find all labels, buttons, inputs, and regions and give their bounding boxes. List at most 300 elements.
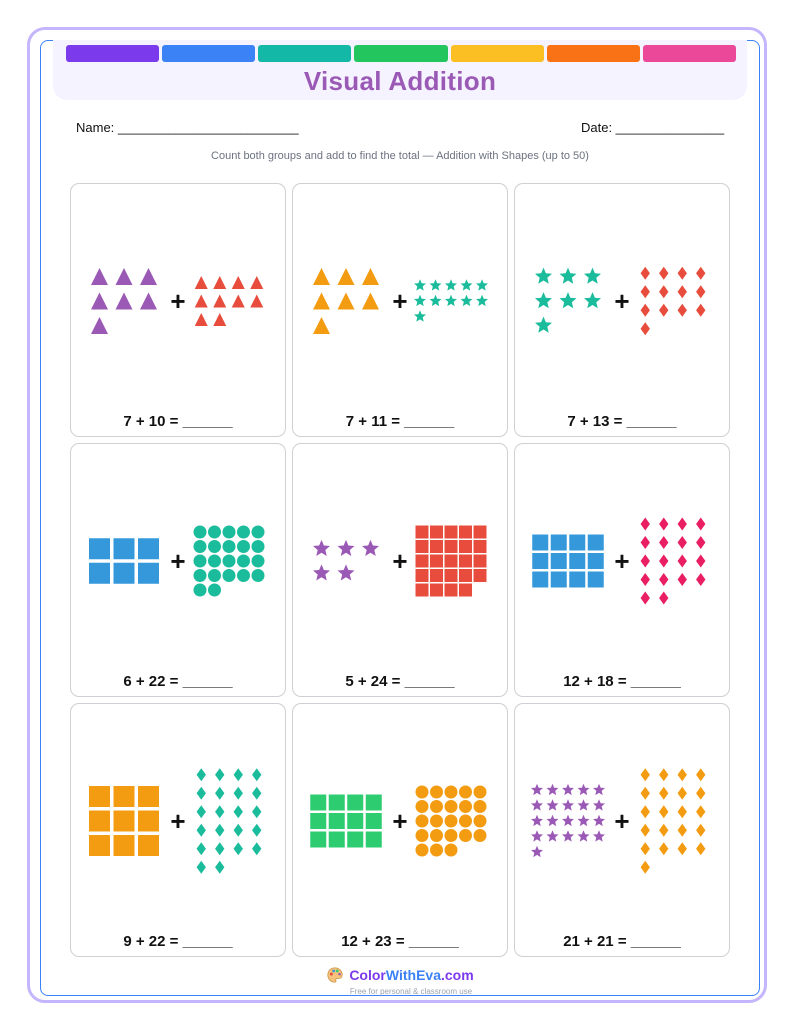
star-mark bbox=[535, 268, 552, 284]
triangle-mark bbox=[213, 295, 226, 308]
left-group bbox=[531, 784, 605, 857]
circle-mark bbox=[416, 786, 429, 799]
star-mark bbox=[414, 295, 426, 306]
square-mark bbox=[588, 535, 604, 551]
left-group bbox=[89, 786, 159, 856]
diamond-mark bbox=[215, 787, 224, 800]
circle-mark bbox=[237, 569, 250, 582]
star-mark bbox=[584, 268, 601, 284]
diamond-mark bbox=[678, 285, 687, 298]
square-mark bbox=[569, 535, 585, 551]
rainbow-stripe bbox=[66, 45, 736, 62]
stripe-segment-6 bbox=[547, 45, 640, 62]
diamond-mark bbox=[197, 842, 206, 855]
square-mark bbox=[347, 795, 363, 811]
star-mark bbox=[531, 799, 543, 810]
star-mark bbox=[414, 279, 426, 290]
circle-mark bbox=[208, 526, 221, 539]
footer bbox=[0, 966, 800, 996]
plus-sign: + bbox=[170, 806, 186, 836]
shape-illustration bbox=[293, 184, 509, 438]
triangle-mark bbox=[116, 268, 133, 285]
circle-mark bbox=[430, 844, 443, 857]
square-mark bbox=[114, 811, 135, 832]
star-mark bbox=[593, 815, 605, 826]
right-group bbox=[641, 768, 706, 874]
square-mark bbox=[588, 572, 604, 588]
circle-mark bbox=[208, 540, 221, 553]
diamond-mark bbox=[659, 267, 668, 280]
plus-sign: + bbox=[614, 806, 630, 836]
circle-mark bbox=[223, 526, 236, 539]
square-mark bbox=[474, 569, 487, 582]
diamond-mark bbox=[696, 842, 705, 855]
plus-sign: + bbox=[170, 546, 186, 576]
square-mark bbox=[474, 526, 487, 539]
equation: 12 + 23 = ______ bbox=[341, 933, 459, 950]
diamond-mark bbox=[659, 787, 668, 800]
diamond-mark bbox=[252, 787, 261, 800]
circle-mark bbox=[445, 829, 458, 842]
diamond-mark bbox=[641, 536, 650, 549]
star-mark bbox=[547, 815, 559, 826]
circle-mark bbox=[416, 800, 429, 813]
square-mark bbox=[347, 813, 363, 829]
diamond-mark bbox=[641, 842, 650, 855]
star-mark bbox=[584, 292, 601, 308]
triangle-mark bbox=[91, 293, 108, 310]
diamond-mark bbox=[252, 824, 261, 837]
diamond-mark bbox=[678, 805, 687, 818]
triangle-mark bbox=[116, 293, 133, 310]
brand-name: ColorWithEva.com bbox=[349, 967, 474, 983]
star-mark bbox=[560, 268, 577, 284]
circle-mark bbox=[237, 526, 250, 539]
square-mark bbox=[114, 538, 135, 559]
square-mark bbox=[89, 538, 110, 559]
star-mark bbox=[560, 292, 577, 308]
star-mark bbox=[547, 830, 559, 841]
square-mark bbox=[89, 811, 110, 832]
square-mark bbox=[138, 811, 159, 832]
problem-card bbox=[514, 183, 730, 437]
circle-mark bbox=[194, 584, 207, 597]
star-mark bbox=[476, 295, 488, 306]
star-mark bbox=[531, 815, 543, 826]
date-field: Date: _______________ bbox=[581, 120, 725, 135]
triangle-mark bbox=[195, 295, 208, 308]
square-mark bbox=[329, 795, 345, 811]
stripe-segment-5 bbox=[451, 45, 544, 62]
diamond-mark bbox=[215, 861, 224, 874]
circle-mark bbox=[194, 569, 207, 582]
diamond-mark bbox=[696, 536, 705, 549]
shape-illustration bbox=[71, 444, 287, 698]
square-mark bbox=[310, 813, 326, 829]
problem-card bbox=[292, 443, 508, 697]
circle-mark bbox=[416, 844, 429, 857]
square-mark bbox=[366, 832, 382, 848]
star-mark bbox=[578, 799, 590, 810]
stripe-segment-4 bbox=[354, 45, 447, 62]
circle-mark bbox=[459, 800, 472, 813]
star-mark bbox=[547, 784, 559, 795]
name-field: Name: _________________________ bbox=[76, 120, 299, 135]
triangle-mark bbox=[195, 313, 208, 326]
star-mark bbox=[338, 540, 355, 556]
left-group bbox=[310, 795, 382, 848]
page-title: Visual Addition bbox=[303, 66, 497, 96]
plus-sign: + bbox=[392, 546, 408, 576]
diamond-mark bbox=[641, 555, 650, 568]
problem-card bbox=[514, 443, 730, 697]
problem-card bbox=[70, 443, 286, 697]
circle-mark bbox=[474, 800, 487, 813]
diamond-mark bbox=[696, 285, 705, 298]
square-mark bbox=[430, 555, 443, 568]
diamond-mark bbox=[641, 861, 650, 874]
left-group bbox=[313, 268, 379, 334]
equation: 7 + 10 = ______ bbox=[123, 413, 233, 430]
star-mark bbox=[562, 784, 574, 795]
star-mark bbox=[338, 564, 355, 580]
left-group bbox=[89, 538, 159, 584]
diamond-mark bbox=[678, 536, 687, 549]
shape-illustration bbox=[71, 184, 287, 438]
plus-sign: + bbox=[614, 546, 630, 576]
diamond-mark bbox=[641, 592, 650, 605]
diamond-mark bbox=[215, 805, 224, 818]
equation: 7 + 13 = ______ bbox=[567, 413, 677, 430]
diamond-mark bbox=[659, 805, 668, 818]
brand-logo bbox=[326, 966, 473, 984]
star-mark bbox=[430, 295, 442, 306]
diamond-mark bbox=[696, 518, 705, 531]
left-group bbox=[532, 535, 604, 588]
square-mark bbox=[551, 535, 567, 551]
diamond-mark bbox=[696, 768, 705, 781]
shape-illustration bbox=[515, 444, 731, 698]
triangle-mark bbox=[213, 276, 226, 289]
triangle-mark bbox=[313, 293, 330, 310]
shape-illustration bbox=[515, 184, 731, 438]
star-mark bbox=[535, 317, 552, 333]
triangle-mark bbox=[140, 293, 157, 310]
star-mark bbox=[578, 830, 590, 841]
star-mark bbox=[461, 295, 473, 306]
diamond-mark bbox=[659, 824, 668, 837]
square-mark bbox=[89, 786, 110, 807]
circle-mark bbox=[194, 555, 207, 568]
triangle-mark bbox=[195, 276, 208, 289]
square-mark bbox=[551, 553, 567, 569]
star-mark bbox=[578, 815, 590, 826]
triangle-mark bbox=[313, 268, 330, 285]
stripe-segment-7 bbox=[643, 45, 736, 62]
plus-sign: + bbox=[392, 806, 408, 836]
diamond-mark bbox=[215, 842, 224, 855]
diamond-mark bbox=[659, 536, 668, 549]
square-mark bbox=[329, 832, 345, 848]
diamond-mark bbox=[659, 842, 668, 855]
problem-card bbox=[70, 183, 286, 437]
diamond-mark bbox=[215, 768, 224, 781]
right-group bbox=[195, 276, 264, 326]
diamond-mark bbox=[641, 824, 650, 837]
right-group bbox=[641, 267, 706, 336]
star-mark bbox=[313, 540, 330, 556]
diamond-mark bbox=[197, 787, 206, 800]
circle-mark bbox=[445, 815, 458, 828]
diamond-mark bbox=[641, 787, 650, 800]
circle-mark bbox=[474, 815, 487, 828]
diamond-mark bbox=[696, 555, 705, 568]
star-mark bbox=[362, 540, 379, 556]
square-mark bbox=[430, 569, 443, 582]
triangle-mark bbox=[250, 295, 263, 308]
diamond-mark bbox=[659, 768, 668, 781]
diamond-mark bbox=[641, 304, 650, 317]
circle-mark bbox=[459, 829, 472, 842]
square-mark bbox=[588, 553, 604, 569]
triangle-mark bbox=[338, 268, 355, 285]
problem-card bbox=[514, 703, 730, 957]
star-mark bbox=[578, 784, 590, 795]
diamond-mark bbox=[659, 304, 668, 317]
circle-mark bbox=[208, 569, 221, 582]
square-mark bbox=[138, 538, 159, 559]
right-group bbox=[416, 526, 487, 597]
square-mark bbox=[445, 555, 458, 568]
problem-card bbox=[292, 183, 508, 437]
triangle-mark bbox=[91, 317, 108, 334]
square-mark bbox=[569, 553, 585, 569]
diamond-mark bbox=[252, 842, 261, 855]
diamond-mark bbox=[197, 824, 206, 837]
diamond-mark bbox=[234, 842, 243, 855]
equation: 7 + 11 = ______ bbox=[345, 413, 455, 430]
circle-mark bbox=[416, 815, 429, 828]
diamond-mark bbox=[678, 787, 687, 800]
square-mark bbox=[310, 795, 326, 811]
square-mark bbox=[532, 553, 548, 569]
circle-mark bbox=[430, 800, 443, 813]
triangle-mark bbox=[362, 268, 379, 285]
plus-sign: + bbox=[614, 286, 630, 316]
star-mark bbox=[593, 784, 605, 795]
square-mark bbox=[532, 535, 548, 551]
square-mark bbox=[445, 540, 458, 553]
circle-mark bbox=[252, 540, 265, 553]
star-mark bbox=[445, 279, 457, 290]
square-mark bbox=[430, 584, 443, 597]
star-mark bbox=[593, 799, 605, 810]
square-mark bbox=[459, 584, 472, 597]
diamond-mark bbox=[234, 805, 243, 818]
diamond-mark bbox=[641, 805, 650, 818]
square-mark bbox=[138, 563, 159, 584]
shape-illustration bbox=[293, 444, 509, 698]
star-mark bbox=[430, 279, 442, 290]
circle-mark bbox=[223, 555, 236, 568]
plus-sign: + bbox=[392, 286, 408, 316]
plus-sign: + bbox=[170, 286, 186, 316]
square-mark bbox=[445, 526, 458, 539]
diamond-mark bbox=[696, 267, 705, 280]
diamond-mark bbox=[197, 805, 206, 818]
star-mark bbox=[414, 310, 426, 321]
equation: 6 + 22 = ______ bbox=[123, 673, 233, 690]
square-mark bbox=[347, 832, 363, 848]
diamond-mark bbox=[234, 787, 243, 800]
circle-mark bbox=[445, 786, 458, 799]
square-mark bbox=[459, 526, 472, 539]
square-mark bbox=[416, 584, 429, 597]
triangle-mark bbox=[232, 295, 245, 308]
square-mark bbox=[366, 813, 382, 829]
triangle-mark bbox=[338, 293, 355, 310]
circle-mark bbox=[474, 786, 487, 799]
square-mark bbox=[474, 540, 487, 553]
circle-mark bbox=[237, 540, 250, 553]
star-mark bbox=[461, 279, 473, 290]
star-mark bbox=[476, 279, 488, 290]
stripe-segment-1 bbox=[66, 45, 159, 62]
triangle-mark bbox=[213, 313, 226, 326]
stripe-segment-2 bbox=[162, 45, 255, 62]
diamond-mark bbox=[696, 824, 705, 837]
problem-card bbox=[70, 703, 286, 957]
square-mark bbox=[459, 540, 472, 553]
circle-mark bbox=[194, 540, 207, 553]
star-mark bbox=[313, 564, 330, 580]
circle-mark bbox=[208, 555, 221, 568]
square-mark bbox=[416, 526, 429, 539]
star-mark bbox=[531, 784, 543, 795]
right-group bbox=[194, 526, 265, 597]
diamond-mark bbox=[678, 304, 687, 317]
square-mark bbox=[138, 786, 159, 807]
diamond-mark bbox=[252, 768, 261, 781]
square-mark bbox=[416, 569, 429, 582]
square-mark bbox=[551, 572, 567, 588]
diamond-mark bbox=[197, 768, 206, 781]
triangle-mark bbox=[232, 276, 245, 289]
triangle-mark bbox=[140, 268, 157, 285]
diamond-mark bbox=[252, 805, 261, 818]
circle-mark bbox=[474, 829, 487, 842]
diamond-mark bbox=[659, 573, 668, 586]
shape-illustration bbox=[71, 704, 287, 958]
diamond-mark bbox=[659, 285, 668, 298]
diamond-mark bbox=[234, 824, 243, 837]
star-mark bbox=[562, 830, 574, 841]
diamond-mark bbox=[641, 267, 650, 280]
shape-illustration bbox=[515, 704, 731, 958]
square-mark bbox=[366, 795, 382, 811]
circle-mark bbox=[252, 569, 265, 582]
circle-mark bbox=[445, 800, 458, 813]
square-mark bbox=[416, 540, 429, 553]
stripe-segment-3 bbox=[258, 45, 351, 62]
palette-icon bbox=[326, 966, 344, 984]
diamond-mark bbox=[678, 842, 687, 855]
equation: 21 + 21 = ______ bbox=[563, 933, 681, 950]
circle-mark bbox=[237, 555, 250, 568]
diamond-mark bbox=[641, 573, 650, 586]
triangle-mark bbox=[91, 268, 108, 285]
square-mark bbox=[445, 569, 458, 582]
square-mark bbox=[89, 563, 110, 584]
diamond-mark bbox=[197, 861, 206, 874]
star-mark bbox=[531, 830, 543, 841]
circle-mark bbox=[223, 569, 236, 582]
circle-mark bbox=[430, 786, 443, 799]
right-group bbox=[641, 518, 706, 605]
equation: 12 + 18 = ______ bbox=[563, 673, 681, 690]
square-mark bbox=[430, 526, 443, 539]
star-mark bbox=[531, 846, 543, 857]
square-mark bbox=[459, 569, 472, 582]
right-group bbox=[197, 768, 262, 874]
circle-mark bbox=[459, 786, 472, 799]
circle-mark bbox=[416, 829, 429, 842]
left-group bbox=[535, 268, 601, 333]
instructions: Count both groups and add to find the total — Addition with Shapes (up to 50) bbox=[211, 150, 589, 162]
star-mark bbox=[562, 815, 574, 826]
circle-mark bbox=[208, 584, 221, 597]
problem-card bbox=[292, 703, 508, 957]
right-group bbox=[416, 786, 487, 857]
square-mark bbox=[89, 835, 110, 856]
square-mark bbox=[310, 832, 326, 848]
square-mark bbox=[474, 555, 487, 568]
star-mark bbox=[445, 295, 457, 306]
diamond-mark bbox=[641, 285, 650, 298]
square-mark bbox=[416, 555, 429, 568]
diamond-mark bbox=[215, 824, 224, 837]
circle-mark bbox=[459, 815, 472, 828]
star-mark bbox=[547, 799, 559, 810]
diamond-mark bbox=[678, 768, 687, 781]
diamond-mark bbox=[659, 592, 668, 605]
equation: 5 + 24 = ______ bbox=[345, 673, 455, 690]
diamond-mark bbox=[696, 573, 705, 586]
diamond-mark bbox=[234, 768, 243, 781]
diamond-mark bbox=[696, 787, 705, 800]
diamond-mark bbox=[696, 304, 705, 317]
square-mark bbox=[329, 813, 345, 829]
circle-mark bbox=[430, 815, 443, 828]
square-mark bbox=[114, 563, 135, 584]
diamond-mark bbox=[641, 518, 650, 531]
diamond-mark bbox=[678, 518, 687, 531]
left-group bbox=[91, 268, 157, 334]
triangle-mark bbox=[362, 293, 379, 310]
square-mark bbox=[114, 835, 135, 856]
diamond-mark bbox=[696, 805, 705, 818]
diamond-mark bbox=[641, 322, 650, 335]
square-mark bbox=[430, 540, 443, 553]
diamond-mark bbox=[678, 824, 687, 837]
square-mark bbox=[138, 835, 159, 856]
diamond-mark bbox=[641, 768, 650, 781]
triangle-mark bbox=[250, 276, 263, 289]
circle-mark bbox=[445, 844, 458, 857]
square-mark bbox=[114, 786, 135, 807]
diamond-mark bbox=[659, 518, 668, 531]
diamond-mark bbox=[678, 555, 687, 568]
